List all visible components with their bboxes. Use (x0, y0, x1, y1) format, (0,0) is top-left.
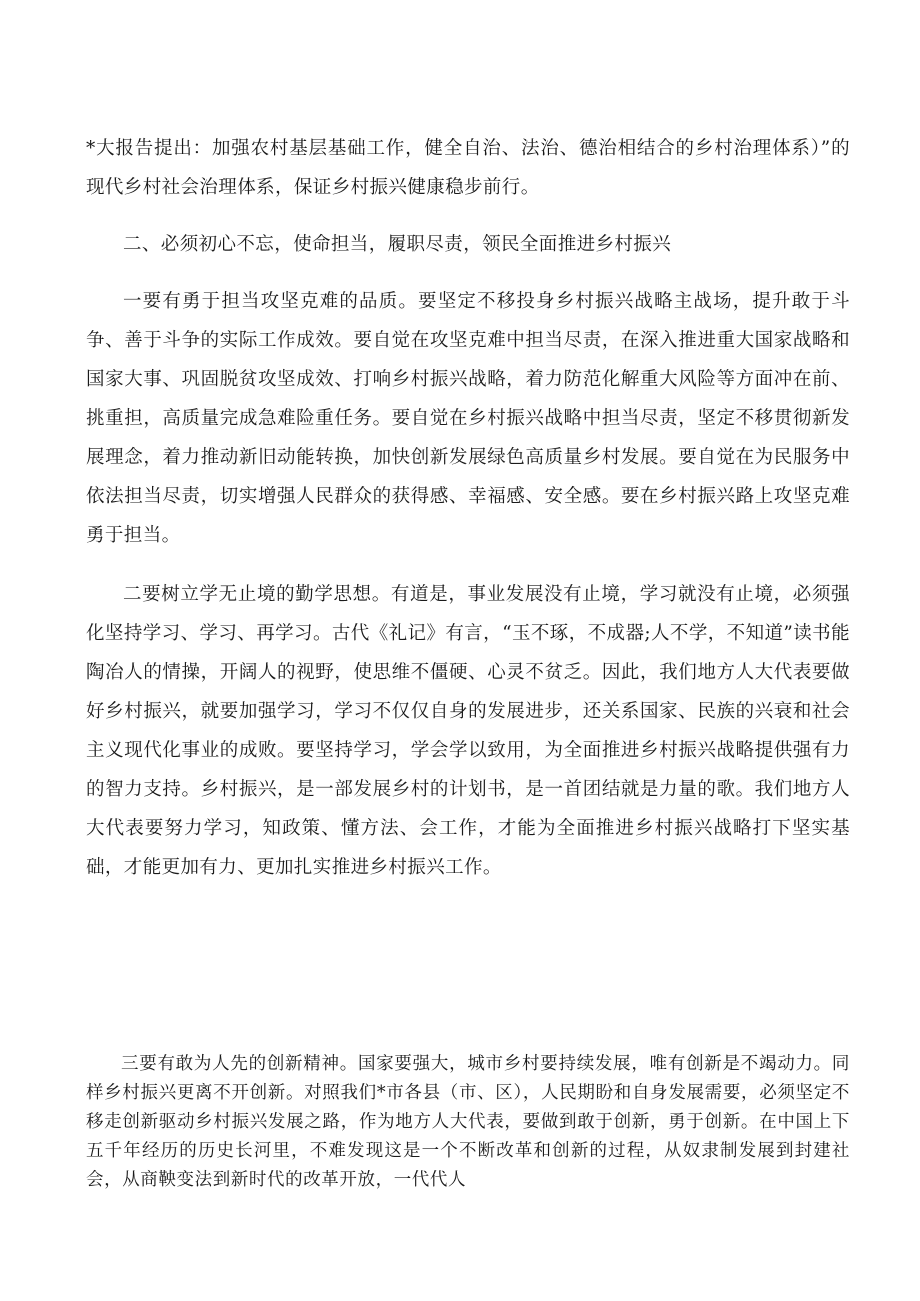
paragraph-point-one: 一要有勇于担当攻坚克难的品质。要坚定不移投身乡村振兴战略主战场，提升敢于斗争、善于斗争的实际工作成效。要自觉在攻坚克难中担当尽责，在深入推进重大国家战略和国家大事、巩固脱贫攻坚成效、打响乡村振兴战略，着力防范化解重大风险等方面冲在前、挑重担，高质量完成急难险重任务。要自觉在乡村振兴战略中担当尽责，坚定不移贯彻新发展理念，着力推动新旧动能转换，加快创新发展绿色高质量乡村发展。要自觉在为民服务中依法担当尽责，切实增强人民群众的获得感、幸福感、安全感。要在乡村振兴路上攻坚克难勇于担当。 (86, 291, 850, 546)
paragraph-point-three: 三要有敢为人先的创新精神。国家要强大，城市乡村要持续发展，唯有创新是不竭动力。同样乡村振兴更离不开创新。对照我们*市各县（市、区），人民期盼和自身发展需要，必须坚定不移走创新驱动乡村振兴发展之路，作为地方人大代表，要做到敢于创新，勇于创新。在中国上下五千年经历的历史长河里，不难发现这是一个不断改革和创新的过程，从奴隶制发展到封建社会，从商鞅变法到新时代的改革开放，一代代人 (86, 1054, 850, 1190)
paragraph-intro-continuation: *大报告提出：加强农村基层基础工作，健全自治、法治、德治相结合的乡村治理体系）”的现代乡村社会治理体系，保证乡村振兴健康稳步前行。 (86, 138, 850, 198)
secondary-text-block (86, 1050, 850, 1195)
section-heading-two: 二、必须初心不忘，使命担当，履职尽责，领民全面推进乡村振兴 (123, 234, 672, 255)
main-text-block (86, 129, 850, 887)
paragraph-point-two: 二要树立学无止境的勤学思想。有道是，事业发展没有止境，学习就没有止境，必须强化坚持学习、学习、再学习。古代《礼记》有言，“玉不琢，不成器;人不学，不知道”读书能陶冶人的情操，开阔人的视野，使思维不僵硬、心灵不贫乏。因此，我们地方人大代表要做好乡村振兴，就要加强学习，学习不仅仅自身的发展进步，还关系国家、民族的兴衰和社会主义现代化事业的成败。要坚持学习，学会学以致用，为全面推进乡村振兴战略提供强有力的智力支持。乡村振兴，是一部发展乡村的计划书，是一首团结就是力量的歌。我们地方人大代表要努力学习，知政策、懂方法、会工作，才能为全面推进乡村振兴战略打下坚实基础，才能更加有力、更加扎实推进乡村振兴工作。 (86, 584, 850, 878)
